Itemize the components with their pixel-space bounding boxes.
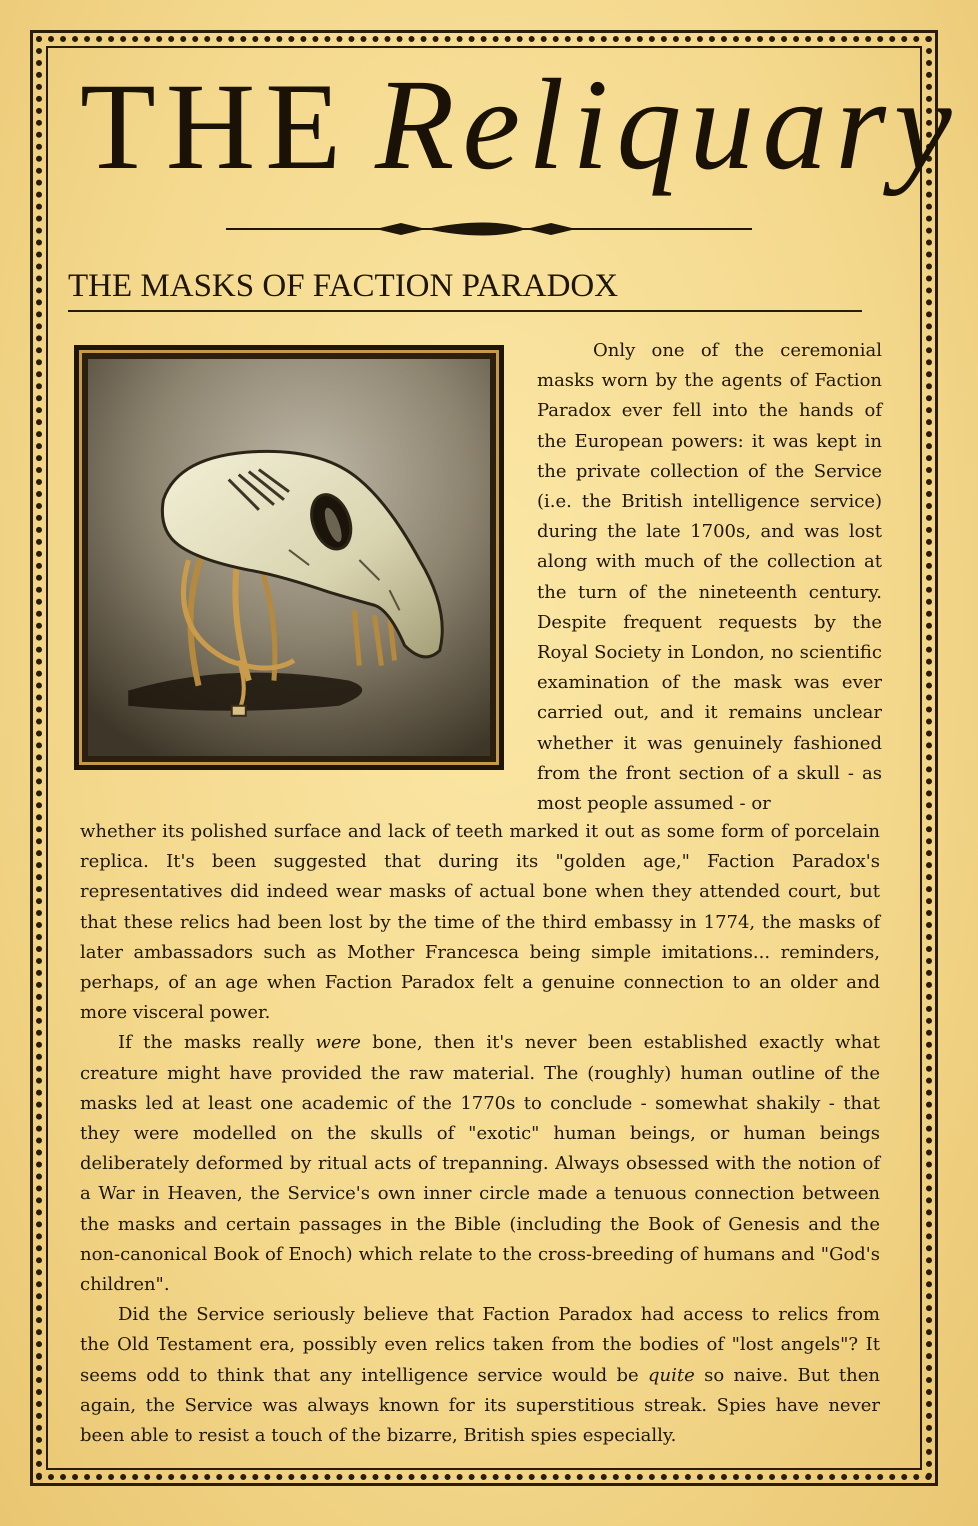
paragraph-continuation: whether its polished surface and lack of teeth marked it out as some form of porcelain replica. It's been suggested that during its "golden age," Faction Paradox's representatives did indeed wear masks of actual bone when they attended court, but that these relics had been lost by the time of the third embassy in 1774, the masks of later ambassadors such as Mother Francesca being simple imitations... reminders, perhaps, of an age when Faction Paradox felt a genuine connection to an older and more visceral power.	[80, 821, 880, 1024]
paragraph-2	[80, 1028, 880, 1300]
title-reliquary: Reliquary	[375, 53, 960, 197]
title-flourish-divider	[226, 214, 752, 244]
intro-text: Only one of the ceremonial masks worn by the agents of Faction Paradox ever fell into the hands of the European powers: it was kept in the private collection of the Service (i.e. the British intelligence service) during the late 1700s, and was lost along with much of the collection at the turn of the nineteenth century. Despite frequent requests by the Royal Society in London, no scientific examination of the mask was ever carried out, and it remains unclear whether it was genuinely fashioned from the front section of a skull - as most people assumed - or	[537, 340, 882, 815]
bone-mask-icon	[88, 359, 490, 756]
paragraph-3	[80, 1300, 880, 1451]
paragraph-3-text-a: Did the Service seriously believe that Faction Paradox had access to relics from the Old Testament era, possibly even relics taken from the bodies of "lost angels"? It seems odd to think that any intelligence service would be	[80, 1304, 880, 1386]
page-title	[80, 53, 960, 210]
paragraph-3-text-b: so naive. But then again, the Service was always known for its superstitious streak. Spies have never been able to resist a touch of the bizarre, British spies especially.	[80, 1364, 880, 1447]
section-subtitle: THE MASKS OF FACTION PARADOX	[68, 268, 619, 304]
paragraph-2-text-b: bone, then it's never been established exactly what creature might have provided the raw material. The (roughly) human outline of the masks led at least one academic of the 1770s to conclude - somewhat shakily - that they were modelled on the skulls of "exotic" human beings, or human beings deliberately deformed by ritual acts of trepanning. Always obsessed with the notion of a War in Heaven, the Service's own inner circle made a tenuous connection between the masks and certain passages in the Bible (including the Book of Genesis and the non-canonical Book of Enoch) which relate to the cross-breeding of humans and "God's children".	[80, 1032, 880, 1296]
subtitle-rule	[68, 310, 862, 312]
mask-illustration-frame	[74, 345, 504, 770]
mask-illustration	[79, 350, 499, 765]
title-the: THE	[80, 58, 352, 195]
intro-paragraph	[537, 336, 882, 819]
paragraph-2-emphasis: were	[315, 1032, 361, 1054]
article-body	[80, 817, 880, 1451]
paragraph-3-emphasis: quite	[648, 1364, 695, 1386]
paragraph-2-text-a: If the masks really	[118, 1032, 316, 1054]
